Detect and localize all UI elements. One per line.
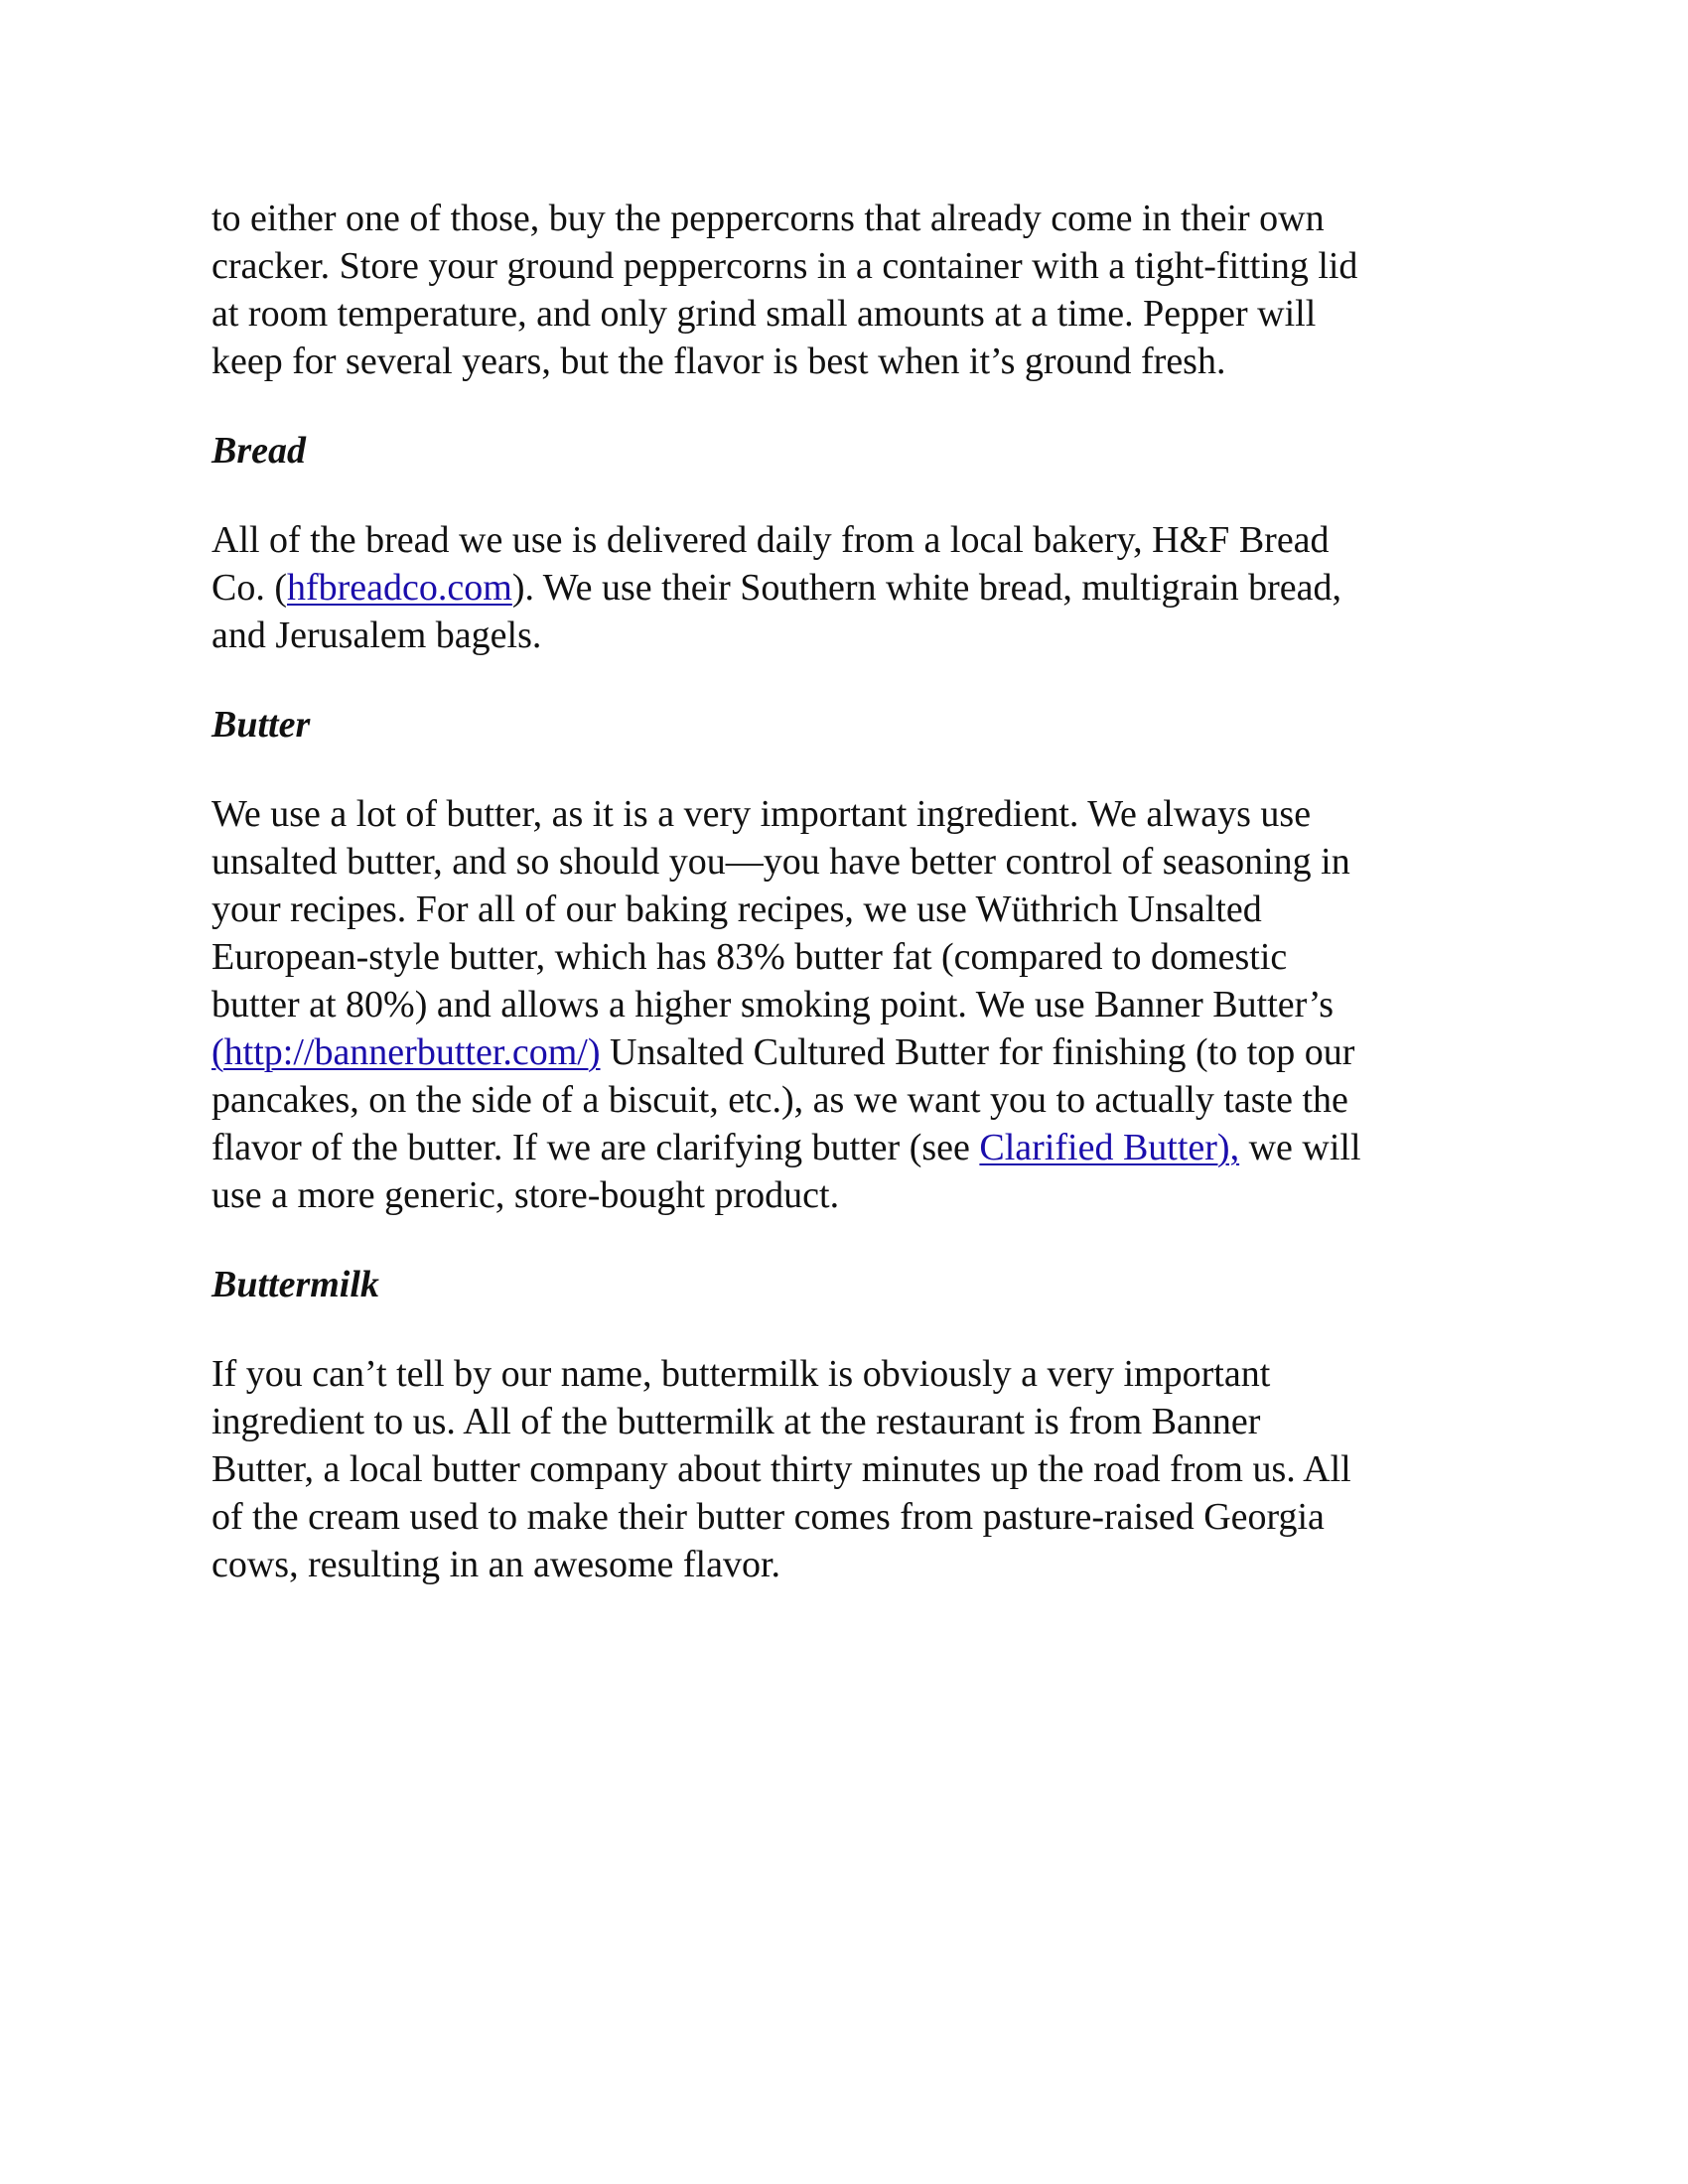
clarified-butter-link[interactable]: Clarified Butter), (979, 1127, 1240, 1168)
butter-line: European-style butter, which has 83% butter fat (compared to domestic (211, 936, 1288, 978)
butter-text: Unsalted Cultured Butter for finishing (to top our (600, 1031, 1355, 1073)
hfbreadco-link[interactable]: hfbreadco.com (287, 567, 512, 609)
buttermilk-line: If you can’t tell by our name, buttermilk is obviously a very important (211, 1353, 1271, 1395)
butter-line: butter at 80%) and allows a higher smoking point. We use Banner Butter’s (211, 984, 1335, 1025)
buttermilk-line: ingredient to us. All of the buttermilk at the restaurant is from Banner (211, 1401, 1261, 1442)
butter-line: pancakes, on the side of a biscuit, etc.), as we want you to actually taste the (211, 1079, 1348, 1121)
bread-paragraph (211, 516, 1502, 659)
butter-line: your recipes. For all of our baking recipes, we use Wüthrich Unsalted (211, 888, 1262, 930)
intro-line: keep for several years, but the flavor is best when it’s ground fresh. (211, 341, 1226, 382)
buttermilk-paragraph (211, 1350, 1502, 1588)
buttermilk-line: cows, resulting in an awesome flavor. (211, 1544, 781, 1585)
butter-paragraph (211, 790, 1502, 1219)
butter-line: use a more generic, store-bought product. (211, 1174, 840, 1216)
butter-text: flavor of the butter. If we are clarifying butter (see (211, 1127, 980, 1168)
butter-line (211, 1028, 1502, 1076)
butter-heading: Butter (211, 704, 311, 746)
buttermilk-line: of the cream used to make their butter comes from pasture-raised Georgia (211, 1496, 1325, 1538)
bread-line (211, 564, 1502, 612)
butter-line: We use a lot of butter, as it is a very important ingredient. We always use (211, 793, 1312, 835)
buttermilk-heading: Buttermilk (211, 1264, 379, 1305)
document-page (211, 195, 1502, 1588)
butter-line: unsalted butter, and so should you—you have better control of seasoning in (211, 841, 1350, 883)
butter-text: we will (1239, 1127, 1361, 1168)
intro-line: to either one of those, buy the peppercorns that already come in their own (211, 198, 1325, 239)
buttermilk-line: Butter, a local butter company about thirty minutes up the road from us. All (211, 1448, 1351, 1490)
intro-line: at room temperature, and only grind small amounts at a time. Pepper will (211, 293, 1317, 335)
bannerbutter-link[interactable]: (http://bannerbutter.com/) (211, 1031, 601, 1073)
intro-line: cracker. Store your ground peppercorns in a container with a tight-fitting lid (211, 245, 1358, 287)
bread-text: Co. ( (211, 567, 287, 609)
bread-line: All of the bread we use is delivered daily from a local bakery, H&F Bread (211, 519, 1330, 561)
bread-text: ). We use their Southern white bread, multigrain bread, (511, 567, 1342, 609)
intro-paragraph (211, 195, 1502, 385)
bread-line: and Jerusalem bagels. (211, 614, 542, 656)
bread-heading: Bread (211, 430, 306, 472)
butter-line (211, 1124, 1502, 1171)
